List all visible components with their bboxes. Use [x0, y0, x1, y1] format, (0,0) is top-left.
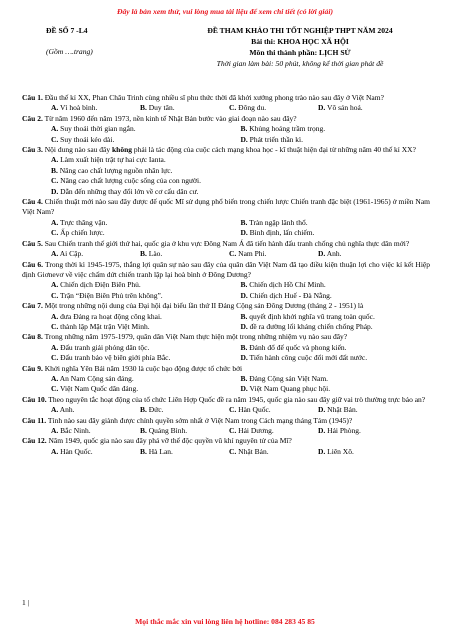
option-letter: A. — [51, 426, 59, 435]
option-text: Ấp chiến lược. — [58, 228, 105, 238]
option-text: Nhật Bản. — [236, 446, 269, 456]
option-letter: B. — [240, 217, 248, 227]
option-letter: D. — [318, 426, 326, 435]
exam-code: ĐỀ SỐ 7 -L4 — [46, 26, 88, 35]
answer-option — [241, 291, 431, 301]
question-number: Câu 11. — [22, 415, 47, 425]
option-letter: A. — [51, 342, 59, 352]
answer-option — [140, 426, 229, 436]
answer-option — [318, 103, 407, 113]
question-number: Câu 4. — [22, 197, 43, 207]
question-text: Chiến thuật mới nào sau đây được đế quốc Mĩ sử dụng phổ biến trong chiến lược Chiến tranh đặc biệt (1961-1965) ở miền Nam Việt Nam? — [22, 197, 430, 217]
question-text: Tỉnh nào sau đây giành được chính quyền sớm nhất ở Việt Nam trong Cách mạng tháng Tám (1945)? — [46, 415, 353, 425]
answer-row — [22, 343, 430, 353]
option-letter: C. — [51, 384, 59, 394]
option-text: Dẫn đến những thay đổi lớn về cơ cấu dân cư. — [58, 186, 199, 196]
question-stem — [22, 364, 430, 374]
question-text: Nội dung nào sau đây — [42, 145, 112, 155]
option-text: Việt Nam Quốc dân đảng. — [58, 384, 139, 394]
option-text: Đấu tranh bảo vệ biên giới phía Bắc. — [58, 353, 171, 363]
option-letter: A. — [51, 124, 59, 134]
question-number: Câu 10. — [22, 394, 47, 404]
option-text: Phát triển thần kì. — [247, 134, 303, 144]
answer-option — [318, 405, 407, 415]
exam-name: Bài thi: KHOA HỌC XÃ HỘI — [251, 37, 349, 46]
option-letter: A. — [51, 446, 59, 456]
option-text: Đảng Cộng sản Việt Nam. — [247, 373, 329, 383]
answer-option — [51, 155, 430, 165]
option-letter: B. — [240, 124, 248, 134]
option-letter: D. — [240, 290, 248, 300]
option-text: quyết định khởi nghĩa vũ trang toàn quốc. — [247, 311, 375, 321]
option-text: Nhật Bản. — [325, 405, 358, 415]
option-text: Đánh đổ đế quốc và phong kiến. — [247, 342, 347, 352]
option-letter: D. — [318, 249, 326, 259]
answer-row — [22, 353, 430, 363]
answer-row — [22, 405, 430, 415]
answer-option — [241, 322, 431, 332]
question-stem — [22, 260, 430, 281]
option-text: Hà Lan. — [146, 446, 173, 456]
option-text: Đông du. — [236, 103, 267, 113]
answer-row — [22, 322, 430, 332]
option-text: Suy thoái kéo dài. — [58, 134, 115, 144]
question-stem — [22, 197, 430, 218]
option-letter: C. — [51, 290, 59, 300]
answer-option — [140, 249, 229, 259]
answer-option — [241, 353, 431, 363]
answer-row — [22, 280, 430, 290]
question-text: Năm 1949, quốc gia nào sau đây phá vỡ thế độc quyền vũ khí nguyên tử của Mĩ? — [46, 436, 292, 446]
question-stem — [22, 239, 430, 249]
option-letter: C. — [51, 176, 59, 186]
option-letter: D. — [240, 384, 248, 394]
option-letter: A. — [51, 249, 59, 259]
answer-option — [318, 249, 407, 259]
option-text: Hải Phòng. — [325, 426, 361, 435]
answer-row — [22, 291, 430, 301]
answer-option — [318, 426, 407, 436]
option-text: Khủng hoảng trầm trọng. — [247, 124, 326, 134]
option-text: Anh. — [58, 405, 75, 415]
question-text: Từ năm 1960 đến năm 1973, nền kinh tế Nhật Bản bước vào giai đoạn nào sau đây? — [42, 113, 297, 123]
page-count: (Gồm ….trang) — [46, 47, 93, 56]
option-letter: A. — [51, 217, 59, 227]
question-text: phải là tác động của cuộc cách mạng khoa học - kĩ thuật hiện đại từ những năm 40 thế kỉ XX? — [132, 145, 416, 155]
option-letter: A. — [51, 280, 59, 290]
exam-time: Thời gian làm bài: 50 phút, không kể thời gian phát đề — [216, 59, 384, 68]
option-text: Nâng cao chất lượng nguồn nhân lực. — [57, 165, 173, 175]
answer-row — [22, 312, 430, 322]
question-text: Trong thời kì 1945-1975, thắng lợi quân sự nào sau đây của quân dân Việt Nam đã tạo điều kiện thuận lợi cho việc kí kết Hiệp định Giơnevơ về việc chấm dứt chiến tranh lập lại hoà bình ở Đông Dương? — [22, 259, 431, 279]
answer-option — [51, 353, 241, 363]
option-text: Nam Phi. — [236, 249, 267, 259]
answer-row — [22, 155, 430, 165]
option-letter: C. — [229, 405, 237, 415]
option-letter: B. — [51, 165, 58, 175]
answer-option — [51, 218, 241, 228]
question-stem — [22, 332, 430, 342]
question-number: Câu 1. — [22, 93, 43, 102]
question-stem — [22, 436, 430, 446]
answer-option — [51, 249, 140, 259]
option-letter: B. — [140, 426, 147, 435]
option-text: Bình định, lấn chiếm. — [247, 228, 315, 238]
answer-option — [51, 426, 140, 436]
option-text: Bắc Ninh. — [58, 426, 91, 435]
option-text: Suy thoái thời gian ngắn. — [58, 124, 136, 134]
answer-option — [241, 343, 431, 353]
option-text: Anh. — [325, 249, 342, 259]
option-letter: C. — [51, 321, 59, 331]
answer-row — [22, 228, 430, 238]
header-right — [150, 25, 450, 69]
question-emphasis: không — [112, 145, 133, 155]
option-text: Trận “Điện Biên Phủ trên không”. — [58, 290, 163, 300]
answer-option — [318, 447, 407, 457]
exam-subject: Môn thi thành phần: LỊCH SỬ — [249, 48, 351, 57]
question-text: Theo nguyên tắc hoạt động của tổ chức Liên Hợp Quốc đề ra năm 1945, quốc gia nào sau đây giữ vai trò thường trực bảo an? — [46, 394, 426, 404]
answer-row — [22, 426, 430, 436]
option-letter: A. — [51, 155, 59, 165]
option-letter: B. — [240, 280, 248, 290]
option-text: Đức. — [146, 405, 164, 415]
option-text: Liên Xô. — [325, 446, 354, 456]
answer-option — [229, 426, 318, 436]
option-letter: D. — [240, 321, 248, 331]
answer-row — [22, 447, 430, 457]
option-letter: D. — [240, 353, 248, 363]
option-text: Hàn Quốc. — [58, 446, 93, 456]
option-letter: C. — [51, 353, 59, 363]
answer-option — [51, 384, 241, 394]
option-text: Chiến dịch Hồ Chí Minh. — [247, 280, 326, 290]
option-letter: D. — [318, 446, 326, 456]
option-text: Việt Nam Quang phục hội. — [247, 384, 331, 394]
question-stem — [22, 93, 430, 103]
option-letter: C. — [229, 249, 237, 259]
answer-option — [51, 374, 241, 384]
option-letter: D. — [318, 405, 326, 415]
option-letter: B. — [140, 249, 147, 259]
option-letter: A. — [51, 373, 59, 383]
question-number: Câu 5. — [22, 238, 43, 248]
question-number: Câu 7. — [22, 301, 43, 311]
answer-row — [22, 166, 430, 176]
page-number: 1 | — [22, 598, 30, 607]
option-letter: B. — [140, 446, 147, 456]
question-number: Câu 2. — [22, 113, 43, 123]
answer-row — [22, 374, 430, 384]
answer-option — [241, 218, 431, 228]
option-text: Vô sản hoá. — [325, 103, 363, 113]
answer-option — [51, 280, 241, 290]
answer-option — [241, 384, 431, 394]
option-text: Hàn Quốc. — [236, 405, 271, 415]
question-number: Câu 6. — [22, 259, 44, 269]
option-letter: D. — [240, 134, 248, 144]
option-text: Chiến dịch Điện Biên Phủ. — [58, 280, 141, 290]
answer-option — [229, 405, 318, 415]
option-letter: D. — [51, 186, 59, 196]
option-letter: D. — [240, 228, 248, 238]
question-number: Câu 12. — [22, 436, 47, 446]
answer-option — [241, 374, 431, 384]
answer-option — [51, 291, 241, 301]
question-number: Câu 8. — [22, 332, 43, 342]
option-text: Trực thăng vận. — [58, 217, 108, 227]
option-text: Làm xuất hiện trật tự hai cực Ianta. — [58, 155, 166, 165]
option-text: Hải Dương. — [236, 426, 274, 435]
answer-option — [241, 135, 431, 145]
option-text: Ai Cập. — [58, 249, 84, 259]
question-text: Khởi nghĩa Yên Bái năm 1930 là cuộc bạo động được tổ chức bởi — [42, 363, 243, 373]
option-text: Đấu tranh giải phóng dân tộc. — [58, 342, 150, 352]
answer-option — [241, 280, 431, 290]
option-letter: A. — [51, 103, 59, 113]
option-text: đề ra đường lối kháng chiến chống Pháp. — [247, 321, 373, 331]
answer-option — [140, 103, 229, 113]
option-letter: D. — [318, 103, 326, 113]
option-text: Duy tân. — [146, 103, 175, 113]
answer-option — [241, 124, 431, 134]
option-text: Chiến dịch Huế - Đà Nẵng. — [247, 290, 332, 300]
answer-option — [140, 405, 229, 415]
exam-title: ĐỀ THAM KHẢO THI TỐT NGHIỆP THPT NĂM 2024 — [207, 26, 393, 35]
question-stem — [22, 416, 430, 426]
answer-row — [22, 218, 430, 228]
question-text: Trong những năm 1975-1979, quân dân Việt Nam thực hiện một trong những nhiệm vụ nào sau đây? — [42, 332, 348, 342]
answer-row — [22, 124, 430, 134]
answer-row — [22, 103, 430, 113]
answer-row — [22, 176, 430, 186]
option-letter: A. — [51, 311, 59, 321]
answer-option — [229, 447, 318, 457]
question-list — [22, 93, 430, 457]
answer-option — [51, 103, 140, 113]
option-letter: C. — [229, 446, 237, 456]
option-text: Tràn ngập lãnh thổ. — [247, 217, 308, 227]
question-stem — [22, 395, 430, 405]
answer-row — [22, 384, 430, 394]
answer-option — [51, 124, 241, 134]
answer-option — [51, 322, 241, 332]
question-stem — [22, 145, 430, 155]
option-text: Vì hoà bình. — [58, 103, 98, 113]
option-text: Nâng cao chất lượng cuộc sống của con người. — [58, 176, 201, 186]
option-letter: B. — [240, 373, 248, 383]
hotline-banner: Mọi thắc mắc xin vui lòng liên hệ hotline: 084 283 45 85 — [135, 617, 315, 626]
answer-option — [51, 343, 241, 353]
answer-option — [229, 103, 318, 113]
question-number: Câu 3. — [22, 145, 43, 155]
answer-option — [51, 187, 430, 197]
option-text: thành lập Mặt trận Việt Minh. — [58, 321, 150, 331]
answer-option — [51, 405, 140, 415]
answer-option — [229, 249, 318, 259]
option-letter: A. — [51, 405, 59, 415]
question-text: Sau Chiến tranh thế giới thứ hai, quốc gia ở khu vực Đông Nam Á đã tiến hành đấu tranh chống chủ nghĩa thực dân mới? — [42, 238, 410, 248]
option-letter: B. — [140, 405, 147, 415]
answer-row — [22, 187, 430, 197]
answer-option — [140, 447, 229, 457]
answer-row — [22, 135, 430, 145]
answer-option — [51, 228, 241, 238]
answer-option — [241, 312, 431, 322]
question-stem — [22, 301, 430, 311]
answer-option — [51, 166, 430, 176]
option-letter: B. — [240, 311, 248, 321]
option-letter: C. — [51, 134, 59, 144]
answer-row — [22, 249, 430, 259]
answer-option — [51, 176, 430, 186]
option-text: An Nam Cộng sản đảng. — [58, 373, 134, 383]
option-text: đưa Đảng ra hoạt động công khai. — [58, 311, 162, 321]
question-text: Đầu thế kỉ XX, Phan Châu Trinh cùng nhiều sĩ phu thức thời đã khởi xướng phong trào nào sau đây ở Việt Nam? — [42, 93, 384, 102]
answer-option — [51, 312, 241, 322]
question-stem — [22, 114, 430, 124]
header-left — [46, 25, 156, 57]
answer-option — [241, 228, 431, 238]
option-letter: C. — [229, 103, 237, 113]
option-text: Tiến hành công cuộc đổi mới đất nước. — [247, 353, 368, 363]
option-text: Lào. — [146, 249, 163, 259]
question-text: Một trong những nội dung của Đại hội đại biểu lần thứ II Đảng Cộng sản Đông Dương (tháng 2 - 1951) là — [42, 301, 364, 311]
option-letter: B. — [240, 342, 248, 352]
question-number: Câu 9. — [22, 363, 43, 373]
answer-option — [51, 447, 140, 457]
answer-option — [51, 135, 241, 145]
option-letter: B. — [140, 103, 147, 113]
option-letter: C. — [51, 228, 59, 238]
option-text: Quảng Bình. — [146, 426, 188, 435]
preview-banner: Đây là bản xem thử, vui lòng mua tài liệu để xem chi tiết (có lời giải) — [117, 7, 333, 16]
option-letter: C. — [229, 426, 237, 435]
